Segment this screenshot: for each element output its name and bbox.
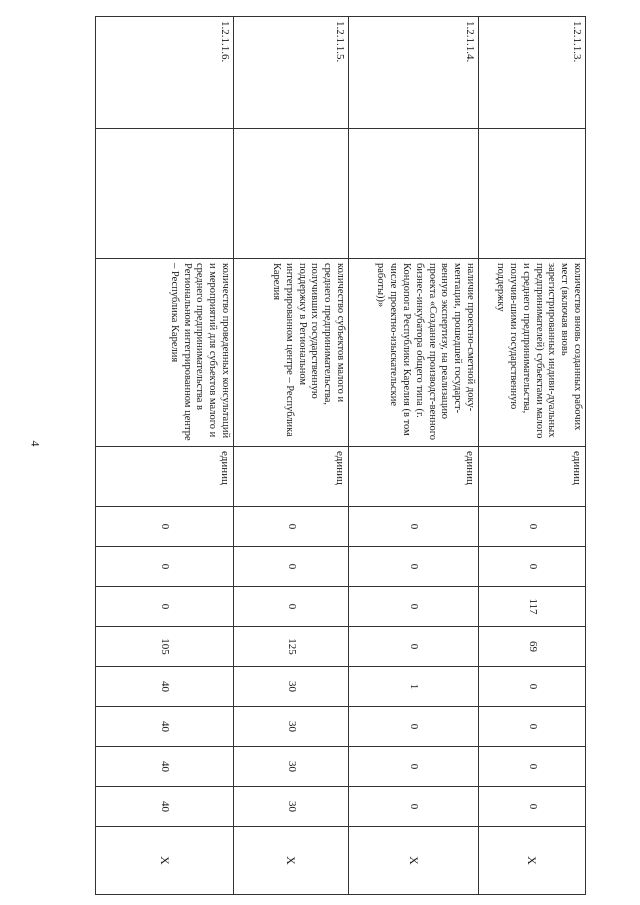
- value-cell: 0: [479, 787, 586, 827]
- table-row: [234, 17, 349, 895]
- value-cell: 0: [96, 587, 234, 627]
- value-cell: 0: [349, 747, 479, 787]
- value-cell: 30: [234, 707, 349, 747]
- value-cell: 0: [349, 547, 479, 587]
- table-row: [96, 17, 234, 895]
- value-cell: 40: [96, 667, 234, 707]
- mark-cell: X: [96, 827, 234, 895]
- indicator-name: количество проведенных консультаций и мероприятий для субъектов малого и среднего предпринимательства в Региональном интегрированном центре – Республика Карелия: [96, 259, 234, 447]
- value-cell: 1: [349, 667, 479, 707]
- value-cell: 40: [96, 787, 234, 827]
- value-cell: 0: [234, 587, 349, 627]
- unit-cell: единиц: [96, 447, 234, 507]
- value-cell: 105: [96, 627, 234, 667]
- value-cell: 40: [96, 707, 234, 747]
- blank-cell: [479, 129, 586, 259]
- mark-cell: X: [234, 827, 349, 895]
- row-code: 1.2.1.1.3.: [479, 17, 586, 129]
- value-cell: 40: [96, 747, 234, 787]
- value-cell: 30: [234, 747, 349, 787]
- value-cell: 0: [479, 707, 586, 747]
- value-cell: 0: [96, 507, 234, 547]
- value-cell: 0: [479, 747, 586, 787]
- mark-cell: X: [349, 827, 479, 895]
- row-code: 1.2.1.1.6.: [96, 17, 234, 129]
- table-row: [349, 17, 479, 895]
- value-cell: 0: [234, 507, 349, 547]
- indicator-name: количество вновь созданных рабочих мест (включая вновь зарегистрированных индиви-дуальных предпринимателей) субъектами малого и среднего предпринимательства, получив-шими государственную поддержку: [479, 259, 586, 447]
- value-cell: 30: [234, 787, 349, 827]
- row-code: 1.2.1.1.5.: [234, 17, 349, 129]
- value-cell: 69: [479, 627, 586, 667]
- value-cell: 0: [234, 547, 349, 587]
- value-cell: 30: [234, 667, 349, 707]
- value-cell: 0: [349, 587, 479, 627]
- rotated-table-wrapper: [96, 16, 586, 865]
- table-row: [479, 17, 586, 895]
- value-cell: 0: [479, 667, 586, 707]
- value-cell: 117: [479, 587, 586, 627]
- value-cell: 0: [96, 547, 234, 587]
- value-cell: 0: [349, 787, 479, 827]
- indicators-table: [95, 16, 586, 895]
- blank-cell: [96, 129, 234, 259]
- value-cell: 125: [234, 627, 349, 667]
- unit-cell: единиц: [234, 447, 349, 507]
- indicator-name: наличие проектно-сметной доку-ментации, прошедшей государст-венную экспертизу, на реализацию проекта «Создание производст-венного бизнес-инкубатора общего типа (г. Кондопога Республики Карелия (в том числе проектно-изыскательские работы))»: [349, 259, 479, 447]
- unit-cell: единиц: [349, 447, 479, 507]
- row-code: 1.2.1.1.4.: [349, 17, 479, 129]
- value-cell: 0: [479, 547, 586, 587]
- value-cell: 0: [349, 627, 479, 667]
- value-cell: 0: [349, 507, 479, 547]
- unit-cell: единиц: [479, 447, 586, 507]
- value-cell: 0: [349, 707, 479, 747]
- mark-cell: X: [479, 827, 586, 895]
- blank-cell: [349, 129, 479, 259]
- blank-cell: [234, 129, 349, 259]
- value-cell: 0: [479, 507, 586, 547]
- page-number: 4: [28, 440, 43, 447]
- indicator-name: количество субъектов малого и среднего предпринимательства, получивших государственную поддержку в Региональном интегрированном центре – Республика Карелия: [234, 259, 349, 447]
